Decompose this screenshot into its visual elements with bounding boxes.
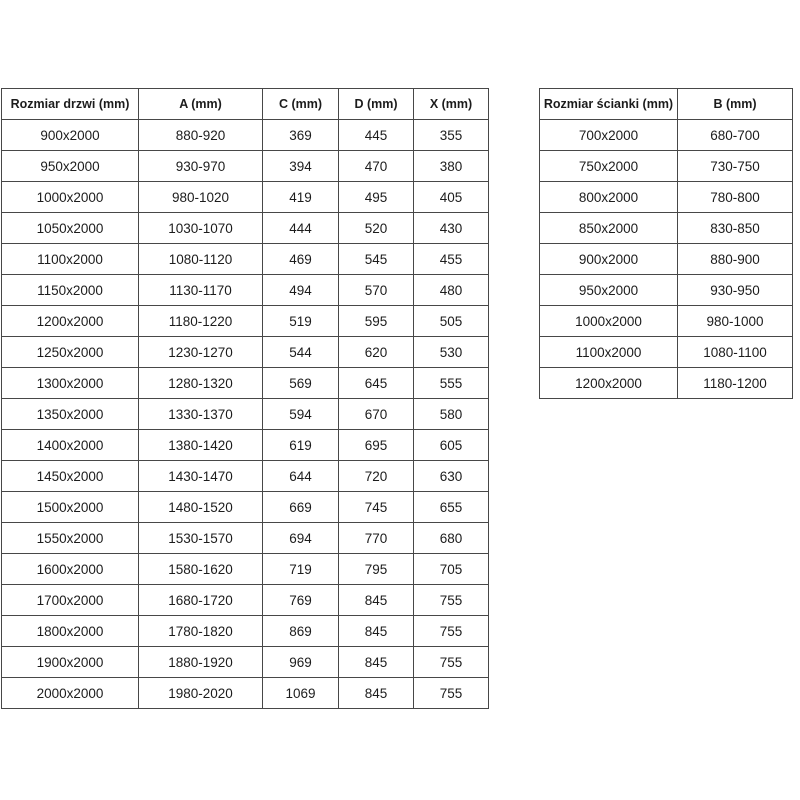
table-cell: 670 xyxy=(339,399,414,430)
table-cell: 1150x2000 xyxy=(2,275,139,306)
table-row xyxy=(540,337,793,368)
table-cell: 769 xyxy=(263,585,339,616)
table-cell: 730-750 xyxy=(678,151,793,182)
header-row xyxy=(2,89,489,120)
table-cell: 1680-1720 xyxy=(139,585,263,616)
table-row xyxy=(2,523,489,554)
table-cell: 950x2000 xyxy=(540,275,678,306)
column-header: B (mm) xyxy=(678,89,793,120)
table-row xyxy=(2,430,489,461)
table-cell: 1100x2000 xyxy=(2,244,139,275)
table-cell: 800x2000 xyxy=(540,182,678,213)
table-cell: 669 xyxy=(263,492,339,523)
table-row xyxy=(2,678,489,709)
table-row xyxy=(2,182,489,213)
table-cell: 1280-1320 xyxy=(139,368,263,399)
column-header: Rozmiar drzwi (mm) xyxy=(2,89,139,120)
table-cell: 1250x2000 xyxy=(2,337,139,368)
table-cell: 494 xyxy=(263,275,339,306)
table-cell: 719 xyxy=(263,554,339,585)
table-cell: 750x2000 xyxy=(540,151,678,182)
table-cell: 655 xyxy=(414,492,489,523)
table-cell: 705 xyxy=(414,554,489,585)
table-cell: 1069 xyxy=(263,678,339,709)
table-cell: 755 xyxy=(414,678,489,709)
table-cell: 700x2000 xyxy=(540,120,678,151)
table-cell: 1880-1920 xyxy=(139,647,263,678)
table-row xyxy=(2,554,489,585)
table-cell: 694 xyxy=(263,523,339,554)
table-cell: 880-900 xyxy=(678,244,793,275)
table-cell: 455 xyxy=(414,244,489,275)
table-cell: 1380-1420 xyxy=(139,430,263,461)
door-sizes-table-body xyxy=(2,120,489,709)
table-cell: 980-1000 xyxy=(678,306,793,337)
table-row xyxy=(2,275,489,306)
table-cell: 555 xyxy=(414,368,489,399)
table-cell: 1500x2000 xyxy=(2,492,139,523)
table-row xyxy=(540,368,793,399)
table-row xyxy=(2,647,489,678)
table-cell: 1350x2000 xyxy=(2,399,139,430)
table-row xyxy=(540,213,793,244)
table-cell: 980-1020 xyxy=(139,182,263,213)
table-cell: 1230-1270 xyxy=(139,337,263,368)
table-cell: 445 xyxy=(339,120,414,151)
header-row xyxy=(540,89,793,120)
table-cell: 845 xyxy=(339,647,414,678)
table-cell: 969 xyxy=(263,647,339,678)
table-cell: 444 xyxy=(263,213,339,244)
table-cell: 605 xyxy=(414,430,489,461)
table-cell: 1480-1520 xyxy=(139,492,263,523)
table-cell: 645 xyxy=(339,368,414,399)
table-cell: 1080-1100 xyxy=(678,337,793,368)
table-cell: 380 xyxy=(414,151,489,182)
table-cell: 545 xyxy=(339,244,414,275)
table-cell: 505 xyxy=(414,306,489,337)
table-cell: 1600x2000 xyxy=(2,554,139,585)
table-cell: 530 xyxy=(414,337,489,368)
table-cell: 755 xyxy=(414,585,489,616)
table-cell: 355 xyxy=(414,120,489,151)
table-cell: 630 xyxy=(414,461,489,492)
table-cell: 1300x2000 xyxy=(2,368,139,399)
door-sizes-table-header xyxy=(2,89,489,120)
table-row xyxy=(2,337,489,368)
table-cell: 830-850 xyxy=(678,213,793,244)
table-cell: 1200x2000 xyxy=(2,306,139,337)
table-row xyxy=(2,368,489,399)
table-row xyxy=(2,151,489,182)
table-cell: 900x2000 xyxy=(2,120,139,151)
table-cell: 950x2000 xyxy=(2,151,139,182)
table-cell: 394 xyxy=(263,151,339,182)
table-cell: 930-950 xyxy=(678,275,793,306)
table-cell: 480 xyxy=(414,275,489,306)
table-row xyxy=(2,492,489,523)
table-cell: 1180-1200 xyxy=(678,368,793,399)
table-cell: 869 xyxy=(263,616,339,647)
table-cell: 495 xyxy=(339,182,414,213)
wall-sizes-table-body xyxy=(540,120,793,399)
table-cell: 1200x2000 xyxy=(540,368,678,399)
table-cell: 1100x2000 xyxy=(540,337,678,368)
table-cell: 1030-1070 xyxy=(139,213,263,244)
table-cell: 595 xyxy=(339,306,414,337)
door-sizes-table xyxy=(1,88,489,709)
table-cell: 594 xyxy=(263,399,339,430)
table-cell: 850x2000 xyxy=(540,213,678,244)
table-cell: 470 xyxy=(339,151,414,182)
table-row xyxy=(2,213,489,244)
table-cell: 1900x2000 xyxy=(2,647,139,678)
table-cell: 570 xyxy=(339,275,414,306)
table-cell: 469 xyxy=(263,244,339,275)
table-cell: 745 xyxy=(339,492,414,523)
table-cell: 695 xyxy=(339,430,414,461)
wall-sizes-table xyxy=(539,88,793,399)
table-cell: 680 xyxy=(414,523,489,554)
table-row xyxy=(540,306,793,337)
table-cell: 405 xyxy=(414,182,489,213)
table-cell: 930-970 xyxy=(139,151,263,182)
table-cell: 900x2000 xyxy=(540,244,678,275)
table-cell: 619 xyxy=(263,430,339,461)
table-cell: 770 xyxy=(339,523,414,554)
table-cell: 580 xyxy=(414,399,489,430)
table-cell: 1550x2000 xyxy=(2,523,139,554)
table-cell: 780-800 xyxy=(678,182,793,213)
table-cell: 1800x2000 xyxy=(2,616,139,647)
table-cell: 544 xyxy=(263,337,339,368)
table-row xyxy=(2,461,489,492)
table-cell: 1530-1570 xyxy=(139,523,263,554)
table-row xyxy=(540,275,793,306)
table-cell: 845 xyxy=(339,585,414,616)
table-cell: 1330-1370 xyxy=(139,399,263,430)
table-row xyxy=(540,182,793,213)
table-cell: 620 xyxy=(339,337,414,368)
table-row xyxy=(2,616,489,647)
table-row xyxy=(2,306,489,337)
column-header: Rozmiar ścianki (mm) xyxy=(540,89,678,120)
table-row xyxy=(540,120,793,151)
column-header: A (mm) xyxy=(139,89,263,120)
table-cell: 419 xyxy=(263,182,339,213)
column-header: X (mm) xyxy=(414,89,489,120)
table-cell: 1400x2000 xyxy=(2,430,139,461)
wall-sizes-table-header xyxy=(540,89,793,120)
table-cell: 520 xyxy=(339,213,414,244)
table-cell: 2000x2000 xyxy=(2,678,139,709)
table-cell: 1780-1820 xyxy=(139,616,263,647)
table-cell: 680-700 xyxy=(678,120,793,151)
table-cell: 1080-1120 xyxy=(139,244,263,275)
table-row xyxy=(540,244,793,275)
table-cell: 755 xyxy=(414,647,489,678)
table-row xyxy=(2,120,489,151)
table-cell: 1580-1620 xyxy=(139,554,263,585)
table-cell: 1180-1220 xyxy=(139,306,263,337)
table-cell: 880-920 xyxy=(139,120,263,151)
table-cell: 1050x2000 xyxy=(2,213,139,244)
table-cell: 1430-1470 xyxy=(139,461,263,492)
column-header: C (mm) xyxy=(263,89,339,120)
table-cell: 519 xyxy=(263,306,339,337)
table-cell: 845 xyxy=(339,616,414,647)
table-cell: 1000x2000 xyxy=(540,306,678,337)
table-cell: 720 xyxy=(339,461,414,492)
column-header: D (mm) xyxy=(339,89,414,120)
table-row xyxy=(2,399,489,430)
table-cell: 1130-1170 xyxy=(139,275,263,306)
table-cell: 845 xyxy=(339,678,414,709)
table-cell: 755 xyxy=(414,616,489,647)
table-cell: 795 xyxy=(339,554,414,585)
table-cell: 1980-2020 xyxy=(139,678,263,709)
table-cell: 569 xyxy=(263,368,339,399)
table-cell: 1450x2000 xyxy=(2,461,139,492)
table-cell: 644 xyxy=(263,461,339,492)
table-row xyxy=(540,151,793,182)
table-cell: 369 xyxy=(263,120,339,151)
table-row xyxy=(2,244,489,275)
table-cell: 430 xyxy=(414,213,489,244)
table-row xyxy=(2,585,489,616)
table-cell: 1000x2000 xyxy=(2,182,139,213)
table-cell: 1700x2000 xyxy=(2,585,139,616)
